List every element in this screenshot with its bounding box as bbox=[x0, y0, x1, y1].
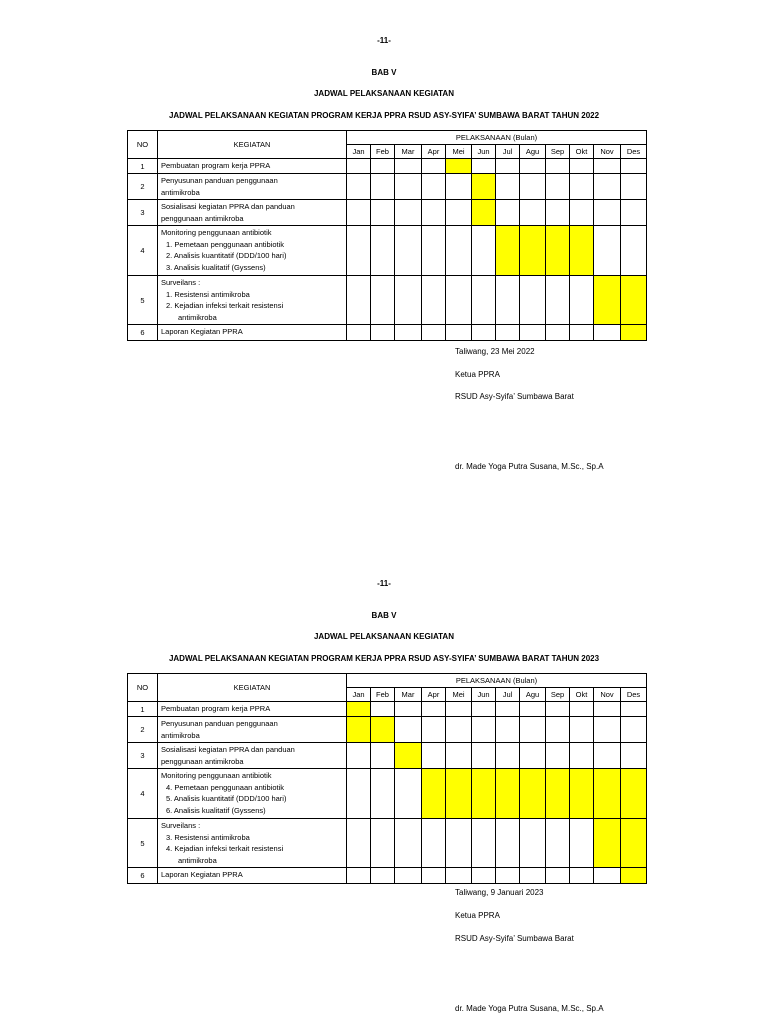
schedule-cell bbox=[570, 868, 594, 884]
schedule-cell bbox=[520, 717, 546, 743]
schedule-cell bbox=[395, 174, 422, 200]
schedule-cell bbox=[621, 200, 647, 226]
month-header: Jul bbox=[496, 145, 520, 159]
schedule-cell-active bbox=[422, 769, 446, 819]
row-number: 1 bbox=[128, 702, 158, 717]
table-row bbox=[128, 174, 647, 200]
schedule-cell-active bbox=[472, 200, 496, 226]
schedule-cell bbox=[422, 174, 446, 200]
schedule-cell bbox=[347, 868, 371, 884]
activity-line: Sosialisasi kegiatan PPRA dan panduan bbox=[161, 745, 295, 754]
schedule-cell bbox=[446, 717, 472, 743]
row-number: 5 bbox=[128, 819, 158, 868]
table-row bbox=[128, 743, 647, 769]
schedule-cell bbox=[570, 174, 594, 200]
schedule-cell bbox=[594, 174, 621, 200]
schedule-cell-active bbox=[496, 769, 520, 819]
schedule-cell bbox=[594, 717, 621, 743]
schedule-cell bbox=[570, 276, 594, 325]
col-header-activity: KEGIATAN bbox=[158, 131, 347, 159]
schedule-cell bbox=[395, 717, 422, 743]
schedule-table bbox=[127, 130, 647, 341]
schedule-cell bbox=[621, 702, 647, 717]
month-header: Apr bbox=[422, 688, 446, 702]
schedule-cell bbox=[422, 868, 446, 884]
month-header: Jan bbox=[347, 145, 371, 159]
schedule-cell bbox=[371, 200, 395, 226]
month-header: Mar bbox=[395, 145, 422, 159]
activity-line: Penyusunan panduan penggunaan bbox=[161, 176, 278, 185]
schedule-cell bbox=[520, 174, 546, 200]
month-header: Des bbox=[621, 145, 647, 159]
schedule-cell bbox=[472, 717, 496, 743]
signature-place-date: Taliwang, 23 Mei 2022 bbox=[455, 347, 535, 356]
schedule-cell bbox=[520, 200, 546, 226]
section-heading: JADWAL PELAKSANAAN KEGIATAN bbox=[313, 632, 454, 641]
activity-line: Monitoring penggunaan antibiotik bbox=[161, 771, 272, 780]
activity-cell bbox=[158, 325, 347, 341]
activity-line: antimikroba bbox=[161, 187, 200, 197]
schedule-cell bbox=[594, 226, 621, 276]
activity-cell bbox=[158, 743, 347, 769]
signature-name: dr. Made Yoga Putra Susana, M.Sc., Sp.A bbox=[455, 462, 604, 471]
schedule-cell bbox=[347, 769, 371, 819]
schedule-cell bbox=[621, 717, 647, 743]
schedule-cell bbox=[496, 868, 520, 884]
schedule-cell bbox=[347, 819, 371, 868]
schedule-cell bbox=[347, 159, 371, 174]
activity-line: 1. Pemetaan penggunaan antibiotik bbox=[166, 239, 285, 249]
schedule-cell bbox=[395, 868, 422, 884]
schedule-cell bbox=[546, 717, 570, 743]
table-row bbox=[128, 276, 647, 325]
schedule-cell bbox=[371, 325, 395, 341]
schedule-cell bbox=[395, 200, 422, 226]
schedule-cell bbox=[347, 174, 371, 200]
signature-role: Ketua PPRA bbox=[455, 370, 500, 379]
table-row bbox=[128, 769, 647, 819]
schedule-cell bbox=[520, 743, 546, 769]
schedule-cell bbox=[472, 325, 496, 341]
schedule-cell-active bbox=[496, 226, 520, 276]
table-row bbox=[128, 226, 647, 276]
activity-line: 3. Analisis kualitatif (Gyssens) bbox=[166, 262, 266, 272]
schedule-cell bbox=[422, 717, 446, 743]
schedule-title: JADWAL PELAKSANAAN KEGIATAN PROGRAM KERJA PPRA RSUD ASY-SYIFA’ SUMBAWA BARAT TAHUN 2022 bbox=[168, 111, 600, 120]
activity-cell bbox=[158, 276, 347, 325]
schedule-title: JADWAL PELAKSANAAN KEGIATAN PROGRAM KERJA PPRA RSUD ASY-SYIFA’ SUMBAWA BARAT TAHUN 2023 bbox=[168, 654, 600, 663]
schedule-cell bbox=[422, 819, 446, 868]
activity-cell bbox=[158, 717, 347, 743]
schedule-cell bbox=[496, 276, 520, 325]
schedule-cell bbox=[371, 868, 395, 884]
activity-line: Surveilans : bbox=[161, 821, 201, 830]
row-number: 1 bbox=[128, 159, 158, 174]
page-number: -11- bbox=[377, 36, 391, 45]
schedule-cell bbox=[395, 769, 422, 819]
activity-line: Surveilans : bbox=[161, 278, 201, 287]
schedule-cell-active bbox=[621, 276, 647, 325]
month-header: Nov bbox=[594, 145, 621, 159]
schedule-cell bbox=[371, 159, 395, 174]
month-header: Sep bbox=[546, 145, 570, 159]
row-number: 6 bbox=[128, 868, 158, 884]
activity-cell bbox=[158, 702, 347, 717]
schedule-cell-active bbox=[371, 717, 395, 743]
month-header: Des bbox=[621, 688, 647, 702]
schedule-cell bbox=[570, 200, 594, 226]
schedule-cell bbox=[496, 717, 520, 743]
schedule-cell bbox=[472, 868, 496, 884]
activity-cell bbox=[158, 819, 347, 868]
schedule-cell bbox=[621, 226, 647, 276]
schedule-cell bbox=[472, 819, 496, 868]
month-header: Okt bbox=[570, 145, 594, 159]
activity-line: Laporan Kegiatan PPRA bbox=[161, 327, 243, 336]
activity-cell bbox=[158, 159, 347, 174]
col-header-no: NO bbox=[128, 674, 158, 702]
schedule-cell bbox=[520, 868, 546, 884]
schedule-cell bbox=[347, 200, 371, 226]
schedule-cell bbox=[347, 276, 371, 325]
activity-cell bbox=[158, 769, 347, 819]
schedule-cell bbox=[496, 174, 520, 200]
schedule-cell bbox=[395, 159, 422, 174]
activity-line: 6. Analisis kualitatif (Gyssens) bbox=[166, 805, 266, 815]
row-number: 3 bbox=[128, 200, 158, 226]
signature-name: dr. Made Yoga Putra Susana, M.Sc., Sp.A bbox=[455, 1004, 604, 1013]
schedule-cell bbox=[446, 226, 472, 276]
schedule-cell bbox=[546, 868, 570, 884]
schedule-cell-active bbox=[347, 717, 371, 743]
activity-line: Sosialisasi kegiatan PPRA dan panduan bbox=[161, 202, 295, 211]
activity-line: antimikroba bbox=[178, 855, 217, 865]
schedule-cell-active bbox=[472, 174, 496, 200]
schedule-cell bbox=[446, 174, 472, 200]
schedule-cell bbox=[546, 159, 570, 174]
schedule-cell bbox=[371, 226, 395, 276]
schedule-cell-active bbox=[520, 769, 546, 819]
schedule-cell bbox=[472, 276, 496, 325]
row-number: 6 bbox=[128, 325, 158, 341]
month-header: Feb bbox=[371, 145, 395, 159]
col-header-activity: KEGIATAN bbox=[158, 674, 347, 702]
schedule-cell bbox=[422, 743, 446, 769]
schedule-cell bbox=[621, 159, 647, 174]
activity-line: Pembuatan program kerja PPRA bbox=[161, 161, 271, 170]
schedule-cell bbox=[422, 325, 446, 341]
activity-line: 4. Pemetaan penggunaan antibiotik bbox=[166, 782, 285, 792]
schedule-cell-active bbox=[621, 325, 647, 341]
schedule-cell-active bbox=[446, 769, 472, 819]
table-row bbox=[128, 819, 647, 868]
schedule-cell bbox=[546, 325, 570, 341]
month-header: Jul bbox=[496, 688, 520, 702]
schedule-cell-active bbox=[594, 819, 621, 868]
schedule-cell-active bbox=[446, 159, 472, 174]
month-header: Apr bbox=[422, 145, 446, 159]
schedule-cell bbox=[546, 276, 570, 325]
month-header: Feb bbox=[371, 688, 395, 702]
schedule-cell-active bbox=[621, 819, 647, 868]
activity-line: Penyusunan panduan penggunaan bbox=[161, 719, 278, 728]
activity-cell bbox=[158, 226, 347, 276]
schedule-cell bbox=[347, 325, 371, 341]
row-number: 3 bbox=[128, 743, 158, 769]
activity-line: 2. Kejadian infeksi terkait resistensi bbox=[166, 301, 284, 310]
schedule-cell bbox=[520, 819, 546, 868]
schedule-cell bbox=[496, 159, 520, 174]
signature-place-date: Taliwang, 9 Januari 2023 bbox=[455, 888, 544, 897]
table-row bbox=[128, 200, 647, 226]
schedule-cell bbox=[422, 226, 446, 276]
activity-line: 5. Analisis kuantitatif (DDD/100 hari) bbox=[166, 794, 287, 803]
col-header-period: PELAKSANAAN (Bulan) bbox=[347, 131, 647, 145]
activity-line: 1. Resistensi antimikroba bbox=[166, 289, 250, 299]
schedule-cell bbox=[546, 174, 570, 200]
schedule-cell bbox=[570, 702, 594, 717]
schedule-cell bbox=[472, 159, 496, 174]
month-header: Okt bbox=[570, 688, 594, 702]
section-heading: JADWAL PELAKSANAAN KEGIATAN bbox=[313, 89, 454, 98]
schedule-cell bbox=[347, 226, 371, 276]
schedule-cell bbox=[422, 702, 446, 717]
schedule-cell bbox=[520, 159, 546, 174]
schedule-cell-active bbox=[621, 769, 647, 819]
schedule-cell bbox=[594, 868, 621, 884]
schedule-cell bbox=[371, 276, 395, 325]
table-row bbox=[128, 702, 647, 717]
schedule-cell bbox=[395, 819, 422, 868]
schedule-rows bbox=[128, 702, 647, 884]
schedule-cell bbox=[594, 159, 621, 174]
schedule-cell bbox=[594, 200, 621, 226]
activity-line: Monitoring penggunaan antibiotik bbox=[161, 228, 272, 237]
activity-line: Laporan Kegiatan PPRA bbox=[161, 870, 243, 879]
schedule-cell bbox=[546, 743, 570, 769]
signature-institution: RSUD Asy-Syifa’ Sumbawa Barat bbox=[455, 934, 574, 943]
signature-role: Ketua PPRA bbox=[455, 911, 500, 920]
schedule-cell bbox=[446, 702, 472, 717]
schedule-cell bbox=[422, 276, 446, 325]
month-header: Agu bbox=[520, 145, 546, 159]
month-header: Mei bbox=[446, 145, 472, 159]
schedule-cell bbox=[446, 743, 472, 769]
activity-cell bbox=[158, 174, 347, 200]
schedule-cell bbox=[371, 174, 395, 200]
month-header: Mei bbox=[446, 688, 472, 702]
schedule-cell bbox=[422, 200, 446, 226]
activity-cell bbox=[158, 868, 347, 884]
schedule-cell bbox=[472, 226, 496, 276]
schedule-cell bbox=[546, 819, 570, 868]
schedule-cell bbox=[621, 743, 647, 769]
schedule-cell bbox=[570, 325, 594, 341]
activity-cell bbox=[158, 200, 347, 226]
schedule-cell-active bbox=[621, 868, 647, 884]
month-header: Mar bbox=[395, 688, 422, 702]
schedule-cell bbox=[395, 276, 422, 325]
schedule-cell bbox=[446, 276, 472, 325]
col-header-no: NO bbox=[128, 131, 158, 159]
schedule-cell bbox=[446, 868, 472, 884]
schedule-cell bbox=[594, 702, 621, 717]
schedule-cell-active bbox=[594, 769, 621, 819]
schedule-cell bbox=[371, 702, 395, 717]
table-row bbox=[128, 159, 647, 174]
schedule-cell bbox=[570, 717, 594, 743]
schedule-cell bbox=[496, 325, 520, 341]
activity-line: 4. Kejadian infeksi terkait resistensi bbox=[166, 844, 284, 853]
schedule-cell bbox=[446, 200, 472, 226]
schedule-cell bbox=[347, 743, 371, 769]
schedule-cell bbox=[446, 819, 472, 868]
activity-line: Pembuatan program kerja PPRA bbox=[161, 704, 271, 713]
schedule-cell bbox=[395, 325, 422, 341]
month-header: Agu bbox=[520, 688, 546, 702]
schedule-cell bbox=[371, 819, 395, 868]
schedule-cell-active bbox=[546, 226, 570, 276]
schedule-cell bbox=[496, 702, 520, 717]
month-header: Nov bbox=[594, 688, 621, 702]
schedule-cell bbox=[395, 226, 422, 276]
activity-line: antimikroba bbox=[161, 730, 200, 740]
schedule-cell bbox=[472, 702, 496, 717]
row-number: 5 bbox=[128, 276, 158, 325]
schedule-cell bbox=[446, 325, 472, 341]
schedule-cell-active bbox=[347, 702, 371, 717]
activity-line: 2. Analisis kuantitatif (DDD/100 hari) bbox=[166, 251, 287, 260]
schedule-cell-active bbox=[570, 769, 594, 819]
schedule-rows bbox=[128, 159, 647, 341]
schedule-cell bbox=[371, 743, 395, 769]
schedule-cell bbox=[422, 159, 446, 174]
schedule-cell bbox=[496, 743, 520, 769]
schedule-cell bbox=[520, 702, 546, 717]
schedule-cell bbox=[395, 702, 422, 717]
row-number: 2 bbox=[128, 174, 158, 200]
month-header: Jun bbox=[472, 688, 496, 702]
schedule-cell bbox=[520, 276, 546, 325]
schedule-cell-active bbox=[520, 226, 546, 276]
schedule-cell-active bbox=[395, 743, 422, 769]
chapter-title: BAB V bbox=[371, 68, 397, 77]
row-number: 4 bbox=[128, 769, 158, 819]
month-header: Jun bbox=[472, 145, 496, 159]
schedule-cell bbox=[371, 769, 395, 819]
col-header-period: PELAKSANAAN (Bulan) bbox=[347, 674, 647, 688]
schedule-cell bbox=[594, 743, 621, 769]
chapter-title: BAB V bbox=[371, 611, 397, 620]
schedule-table bbox=[127, 673, 647, 884]
schedule-cell bbox=[520, 325, 546, 341]
signature-institution: RSUD Asy-Syifa’ Sumbawa Barat bbox=[455, 392, 574, 401]
schedule-cell bbox=[594, 325, 621, 341]
schedule-cell-active bbox=[570, 226, 594, 276]
schedule-cell bbox=[472, 743, 496, 769]
row-number: 2 bbox=[128, 717, 158, 743]
schedule-cell bbox=[570, 159, 594, 174]
schedule-cell-active bbox=[546, 769, 570, 819]
activity-line: 3. Resistensi antimikroba bbox=[166, 832, 250, 842]
month-header: Sep bbox=[546, 688, 570, 702]
schedule-cell-active bbox=[594, 276, 621, 325]
row-number: 4 bbox=[128, 226, 158, 276]
schedule-cell-active bbox=[472, 769, 496, 819]
activity-line: penggunaan antimikroba bbox=[161, 213, 244, 223]
table-row bbox=[128, 717, 647, 743]
activity-line: penggunaan antimikroba bbox=[161, 756, 244, 766]
schedule-cell bbox=[496, 200, 520, 226]
table-row bbox=[128, 325, 647, 341]
schedule-cell bbox=[496, 819, 520, 868]
table-row bbox=[128, 868, 647, 884]
schedule-cell bbox=[570, 819, 594, 868]
activity-line: antimikroba bbox=[178, 312, 217, 322]
schedule-cell bbox=[621, 174, 647, 200]
schedule-cell bbox=[546, 702, 570, 717]
schedule-cell bbox=[570, 743, 594, 769]
month-header: Jan bbox=[347, 688, 371, 702]
schedule-cell bbox=[546, 200, 570, 226]
page-number: -11- bbox=[377, 579, 391, 588]
